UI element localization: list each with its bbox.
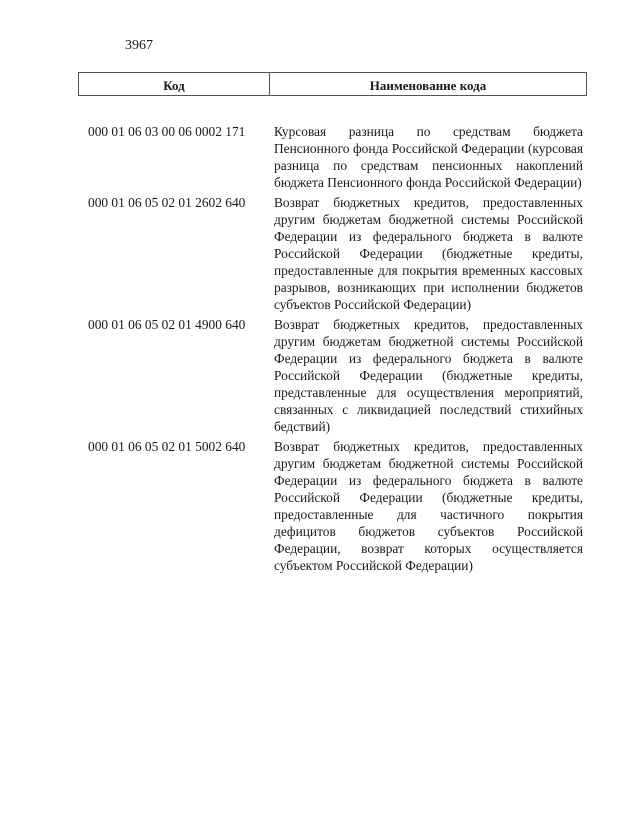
row-code: 000 01 06 05 02 01 5002 640 — [88, 439, 246, 454]
table-row — [78, 194, 587, 313]
table-row — [78, 123, 587, 191]
table-row — [78, 316, 587, 435]
row-name: Курсовая разница по средствам бюджета Пенсионного фонда Российской Федерации (курсовая разница по средствам пенсионных накоплений бюджета Пенсионного фонда Российской Федерации) — [274, 124, 583, 190]
page-number: 3967 — [125, 38, 153, 53]
row-name: Возврат бюджетных кредитов, предоставленных другим бюджетам бюджетной системы Российской Федерации из федерального бюджета в валюте Российской Федерации (бюджетные кредиты, предоставленные для частичного покрытия дефицитов бюджетов субъектов Российской Федерации, возврат которых осуществляется субъектом Российской Федерации) — [274, 439, 583, 573]
table-row — [78, 438, 587, 574]
header-name: Наименование кода — [270, 73, 587, 96]
row-name: Возврат бюджетных кредитов, предоставленных другим бюджетам бюджетной системы Российской Федерации из федерального бюджета в валюте Российской Федерации (бюджетные кредиты, предоставленные для покрытия временных кассовых разрывов, возникающих при исполнении бюджетов субъектов Российской Федерации) — [274, 195, 583, 312]
row-code: 000 01 06 05 02 01 2602 640 — [88, 195, 246, 210]
row-code: 000 01 06 03 00 06 0002 171 — [88, 124, 246, 139]
header-code: Код — [79, 73, 270, 96]
row-code: 000 01 06 05 02 01 4900 640 — [88, 317, 246, 332]
row-name: Возврат бюджетных кредитов, предоставленных другим бюджетам бюджетной системы Российской Федерации из федерального бюджета в валюте Российской Федерации (бюджетные кредиты, представленные для осуществления мероприятий, связанных с ликвидацией последствий стихийных бедствий) — [274, 317, 583, 434]
code-list — [78, 123, 587, 577]
table-header — [78, 72, 587, 96]
